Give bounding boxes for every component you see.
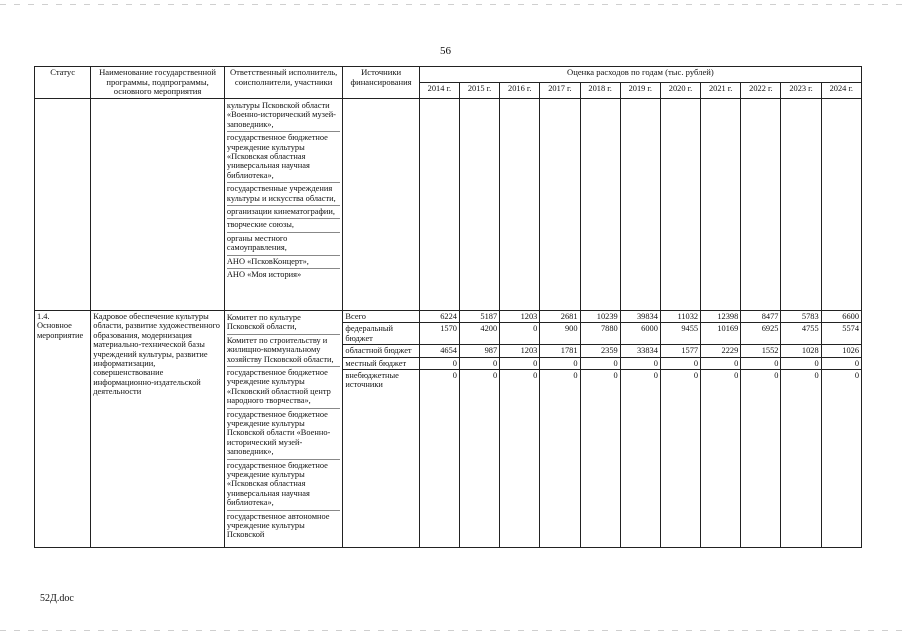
- amount-cell: 987: [459, 345, 499, 357]
- executor-entry: государственные учреждения культуры и искусства области,: [227, 182, 341, 205]
- amount-cell: 2229: [701, 345, 741, 357]
- amount-cell: 33834: [620, 345, 660, 357]
- amount-cell: 6000: [620, 323, 660, 345]
- status-cell-empty: [35, 98, 91, 310]
- amount-cell: 2359: [580, 345, 620, 357]
- amount-cell: 1552: [741, 345, 781, 357]
- amount-cell: 0: [741, 369, 781, 547]
- executor-entry: творческие союзы,: [227, 218, 341, 231]
- measure-name: Кадровое обеспечение культуры области, развитие художественного образования, модернизация материально-технической базы учреждений культуры, развитие информатизации, совершенствование информационно-издательской деятельности: [91, 310, 225, 547]
- funding-source: Всего: [343, 310, 419, 322]
- amount-cell: 4755: [781, 323, 821, 345]
- amount-cell: 0: [580, 357, 620, 369]
- amount-cell: 0: [781, 369, 821, 547]
- amount-cell: 12398: [701, 310, 741, 322]
- amount-cell: 2681: [540, 310, 580, 322]
- amount-cell: 4654: [419, 345, 459, 357]
- executor-entry: государственное бюджетное учреждение культуры «Псковская областная универсальная научная библиотека»,: [227, 459, 341, 510]
- header-year: 2023 г.: [781, 83, 821, 99]
- executor-entry: государственное бюджетное учреждение культуры Псковской области «Военно-исторический музей-заповедник»,: [227, 408, 341, 459]
- amount-cell: 0: [419, 369, 459, 547]
- amount-cell: 6600: [821, 310, 861, 322]
- source-cell-empty: [343, 98, 419, 310]
- amount-cell: 0: [701, 357, 741, 369]
- amount-cell: 0: [741, 357, 781, 369]
- name-cell-empty: [91, 98, 225, 310]
- amount-cell: 0: [660, 369, 700, 547]
- header-year: 2016 г.: [500, 83, 540, 99]
- amount-cell: 9455: [660, 323, 700, 345]
- footer-filename: 52Д.doc: [40, 593, 74, 604]
- status-label: Основное мероприятие: [37, 321, 84, 340]
- header-year: 2018 г.: [580, 83, 620, 99]
- amount-cell: 0: [459, 369, 499, 547]
- amount-cell: 5783: [781, 310, 821, 322]
- amount-cell: 39834: [620, 310, 660, 322]
- header-year: 2024 г.: [821, 83, 861, 99]
- amount-cell: 0: [500, 323, 540, 345]
- amount-cell: 1203: [500, 310, 540, 322]
- amount-cell: 6925: [741, 323, 781, 345]
- header-status: Статус: [35, 67, 91, 99]
- header-year: 2021 г.: [701, 83, 741, 99]
- header-name: Наименование государственной программы, подпрограммы, основного мероприятия: [91, 67, 225, 99]
- header-executor: Ответственный исполнитель, соисполнители, участники: [224, 67, 343, 99]
- amount-cell: 0: [660, 357, 700, 369]
- executor-list: [224, 310, 343, 547]
- amount-cell: 6224: [419, 310, 459, 322]
- executor-entry: культуры Псковской области «Военно-исторический музей-заповедник»,: [226, 100, 336, 129]
- amount-cell: 900: [540, 323, 580, 345]
- amount-cell: 1026: [821, 345, 861, 357]
- header-year: 2017 г.: [540, 83, 580, 99]
- amount-cell: 0: [540, 369, 580, 547]
- amount-cell: 0: [419, 357, 459, 369]
- amount-cell: 0: [620, 369, 660, 547]
- header-year: 2022 г.: [741, 83, 781, 99]
- funding-source: федеральный бюджет: [343, 323, 419, 345]
- status-cell: [35, 310, 91, 547]
- executor-entry: АНО «Моя история»: [227, 268, 341, 281]
- amount-cell: 8477: [741, 310, 781, 322]
- funding-source: областной бюджет: [343, 345, 419, 357]
- executor-entry: Комитет по строительству и жилищно-коммунальному хозяйству Псковской области,: [227, 334, 341, 366]
- executor-entry: государственное автономное учреждение культуры Псковской: [227, 510, 341, 542]
- expenditure-table: [34, 66, 862, 548]
- scan-artifact-top: [0, 4, 905, 5]
- executor-entry: АНО «ПсковКонцерт»,: [227, 255, 341, 268]
- amount-cell: 0: [821, 357, 861, 369]
- executor-entry: государственное бюджетное учреждение культуры «Псковская областная универсальная научная библиотека»,: [227, 131, 341, 182]
- amount-cell: 11032: [660, 310, 700, 322]
- executor-entry: государственное бюджетное учреждение культуры «Псковский областной центр народного творчества»,: [227, 366, 341, 408]
- amount-cell: 0: [821, 369, 861, 547]
- executor-entry: органы местного самоуправления,: [227, 232, 341, 255]
- amount-cell: 1781: [540, 345, 580, 357]
- funding-source: внебюджетные источники: [343, 369, 419, 547]
- amount-cell: 0: [459, 357, 499, 369]
- amount-cell: 0: [500, 369, 540, 547]
- amount-cell: 0: [500, 357, 540, 369]
- executor-list: [224, 98, 343, 310]
- amount-cell: 5187: [459, 310, 499, 322]
- amount-cell: 1577: [660, 345, 700, 357]
- amount-cell: 7880: [580, 323, 620, 345]
- header-estimate: Оценка расходов по годам (тыс. рублей): [419, 67, 861, 83]
- header-year: 2019 г.: [620, 83, 660, 99]
- scan-artifact-bottom: [0, 630, 905, 631]
- status-number: 1.4.: [37, 311, 50, 321]
- amount-cell: 1203: [500, 345, 540, 357]
- page-number: 56: [440, 45, 451, 57]
- amount-cell: 10169: [701, 323, 741, 345]
- executor-entry: Комитет по культуре Псковской области,: [226, 312, 301, 332]
- amount-cell: 1570: [419, 323, 459, 345]
- funding-source: местный бюджет: [343, 357, 419, 369]
- amount-cell: 0: [701, 369, 741, 547]
- amount-cell: 0: [580, 369, 620, 547]
- continuation-row: [35, 98, 862, 310]
- amount-cell: 4200: [459, 323, 499, 345]
- header-year: 2014 г.: [419, 83, 459, 99]
- amount-cell: 1028: [781, 345, 821, 357]
- header-sources: Источники финансирования: [343, 67, 419, 99]
- header-year: 2020 г.: [660, 83, 700, 99]
- amount-cell: 0: [620, 357, 660, 369]
- amount-cell: 10239: [580, 310, 620, 322]
- amount-cell: 5574: [821, 323, 861, 345]
- header-year: 2015 г.: [459, 83, 499, 99]
- executor-entry: организации кинематографии,: [227, 205, 341, 218]
- amount-cell: 0: [781, 357, 821, 369]
- funding-row-total: [35, 310, 862, 322]
- amount-cell: 0: [540, 357, 580, 369]
